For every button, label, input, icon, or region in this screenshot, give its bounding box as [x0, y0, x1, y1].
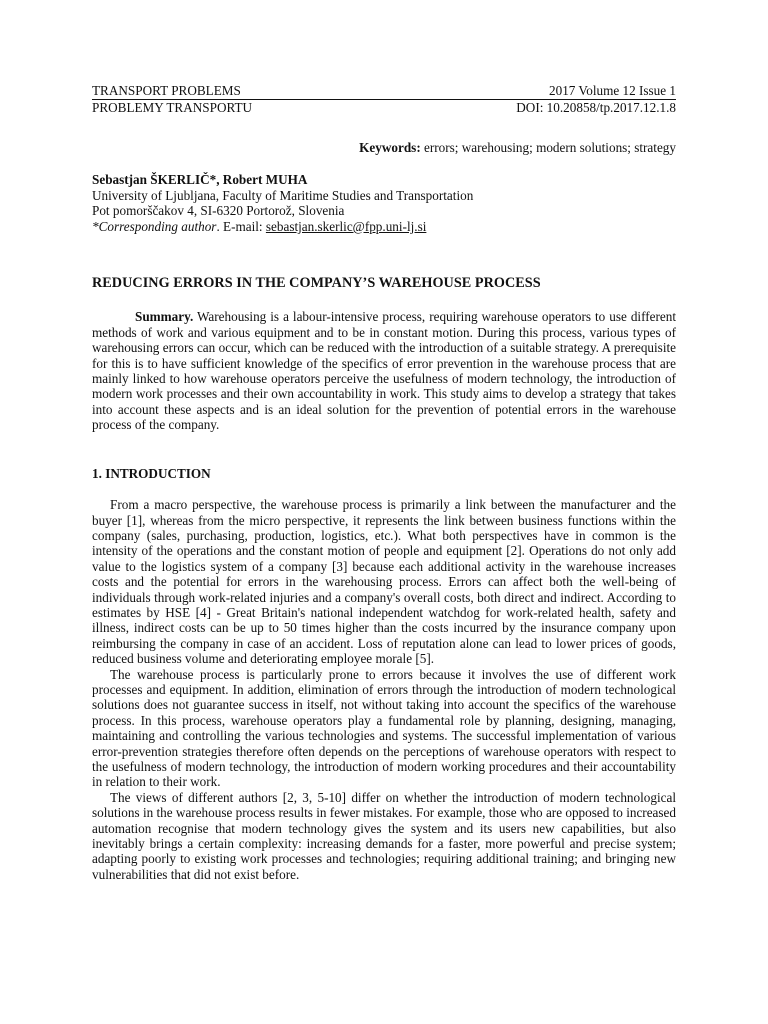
doi: DOI: 10.20858/tp.2017.12.1.8: [516, 100, 676, 115]
body-paragraph: The views of different authors [2, 3, 5-10] differ on whether the introduction of modern technological solutions in the warehouse process results in fewer mistakes. For example, those who are opposed to increased automation recognise that modern technology gives the system and its users new capabilities, but also inevitably brings a certain complexity: increasing demands for a faster, more powerful and precise system; adapting poorly to existing work processes and technologies; requiring additional training; and bringing new vulnerabilities that did not exist before.: [92, 789, 676, 882]
journal-name-pl: PROBLEMY TRANSPORTU: [92, 100, 253, 115]
summary-text: Warehousing is a labour-intensive process, requiring warehouse operators to use different methods of work and various equipment and to be in constant motion. During this process, various types of warehousing errors can occur, which can be reduced with the introduction of a suitable strategy. A prerequisite for this is to have sufficient knowledge of the specifics of error prevention in the warehouse process that are mainly linked to how warehouse operators perceive the usefulness of modern technology, the introduction of modern work processes and their own accountability in work. This study aims to develop a strategy that takes into account these aspects and is an ideal solution for the prevention of potential errors in the warehouse process of the company.: [92, 309, 676, 433]
body-paragraph: From a macro perspective, the warehouse process is primarily a link between the manufacturer and the buyer [1], whereas from the micro perspective, it represents the link between business functions within the company (sales, purchasing, production, logistics, etc.). What both perspectives have in common is the intensity of the operations and the constant motion of people and equipment [2]. Operations do not only add value to the logistics system of a company [3] because each additional activity in the warehouse increases costs and the potential for errors in the warehousing process. Errors can affect both the well-being of individuals through work-related injuries and a company's overall costs, both direct and indirect. According to estimates by HSE [4] - Great Britain's national independent watchdog for work-related health, safety and illness, indirect costs can be up to 50 times higher than the costs incurred by the insurance company upon reimbursing the company in case of an accident. Loss of reputation alone can lead to lower prices of goods, reduced business volume and deteriorating employee morale [5].: [92, 497, 676, 667]
running-header-bottom: [92, 100, 676, 116]
journal-volume: 2017 Volume 12 Issue 1: [549, 83, 676, 98]
keywords-label: Keywords:: [359, 140, 421, 155]
corresponding-label: *Corresponding author: [92, 218, 217, 234]
corresponding-author-line: [92, 219, 676, 234]
address: Pot pomorščakov 4, SI-6320 Portorož, Slovenia: [92, 203, 345, 219]
running-header-top: [92, 83, 676, 99]
journal-name-en: TRANSPORT PROBLEMS: [92, 83, 241, 98]
section-body: [92, 497, 676, 882]
email-label: . E-mail:: [216, 218, 266, 234]
keywords-line: [92, 140, 676, 155]
abstract-paragraph: [92, 309, 676, 432]
keywords-text: errors; warehousing; modern solutions; strategy: [420, 140, 676, 155]
abstract: [92, 309, 676, 432]
summary-label: Summary.: [135, 309, 194, 325]
paper-title: REDUCING ERRORS IN THE COMPANY’S WAREHOUSE PROCESS: [92, 275, 541, 292]
email-link[interactable]: sebastjan.skerlic@fpp.uni-lj.si: [265, 218, 427, 234]
affiliation: University of Ljubljana, Faculty of Maritime Studies and Transportation: [92, 187, 474, 203]
paper-page: [92, 83, 676, 882]
author-names: Sebastjan ŠKERLIČ*, Robert MUHA: [92, 172, 308, 188]
body-paragraph: The warehouse process is particularly prone to errors because it involves the use of different work processes and equipment. In addition, elimination of errors through the introduction of modern technological solutions does not guarantee success in itself, not without taking into account the specifics of the warehouse process. In this process, warehouse operators play a fundamental role by planning, designing, managing, maintaining and controlling the various technologies and systems. The successful implementation of various error-prevention strategies therefore often depends on the perceptions of warehouse operators with respect to the usefulness of modern technology, the introduction of modern working procedures and their accountability in relation to their work.: [92, 666, 676, 790]
section-heading: 1. INTRODUCTION: [92, 465, 211, 481]
